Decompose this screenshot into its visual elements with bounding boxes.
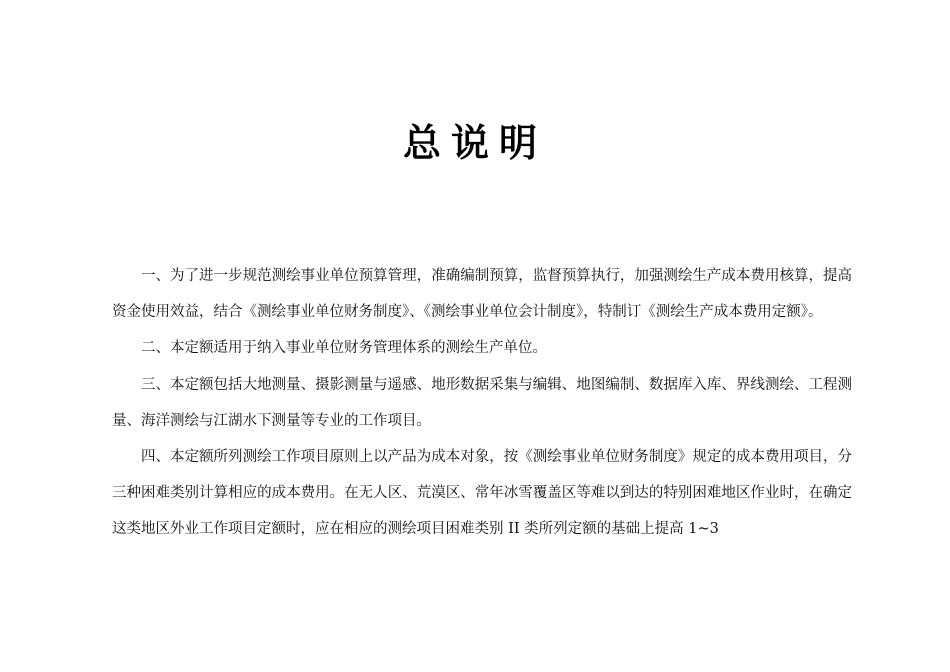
paragraph-4: 四、本定额所列测绘工作项目原则上以产品为成本对象，按《测绘事业单位财务制度》规定的成本费用项目，分三种困难类别计算相应的成本费用。在无人区、荒漠区、常年冰雪覆盖区等难以到达的特别困难地区作业时，在确定这类地区外业工作项目定额时，应在相应的测绘项目困难类别 II 类所列定额的基础上提高 1~3 <box>112 449 852 538</box>
document-body <box>112 258 852 548</box>
paragraph-3: 三、本定额包括大地测量、摄影测量与遥感、地形数据采集与编辑、地图编制、数据库入库、界线测绘、工程测量、海洋测绘与江湖水下测量等专业的工作项目。 <box>112 376 852 429</box>
paragraph-1: 一、为了进一步规范测绘事业单位预算管理，准确编制预算，监督预算执行，加强测绘生产成本费用核算，提高资金使用效益，结合《测绘事业单位财务制度》、《测绘事业单位会计制度》，特制订《测绘生产成本费用定额》。 <box>112 268 852 321</box>
page-title: 总说明 <box>402 121 547 165</box>
paragraph-2: 二、本定额适用于纳入事业单位财务管理体系的测绘生产单位。 <box>141 340 547 357</box>
